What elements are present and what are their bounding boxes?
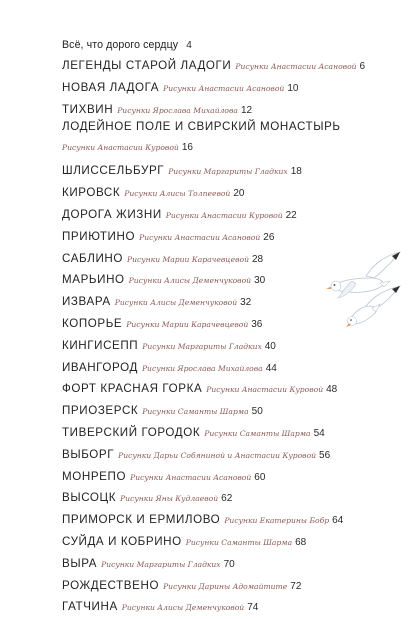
toc-title: ПРИЮТИНО (62, 229, 136, 243)
toc-page-number: 22 (285, 209, 297, 221)
toc-title: ПРИОЗЕРСК (62, 404, 139, 418)
toc-entry[interactable] (62, 551, 402, 573)
toc-title: НОВАЯ ЛАДОГА (62, 80, 160, 94)
toc-title: РОЖДЕСТВЕНО (62, 578, 160, 592)
toc-credit: Рисунки Анастасии Асановой (235, 62, 357, 71)
toc-page-number: 40 (264, 340, 276, 352)
toc-entry[interactable] (62, 398, 402, 420)
toc-page-number: 60 (254, 471, 266, 483)
toc-entry[interactable] (62, 158, 402, 180)
toc-entry[interactable] (62, 355, 402, 377)
toc-credit: Рисунки Саманты Шарма (185, 537, 293, 547)
toc-entry[interactable] (62, 420, 402, 442)
toc-credit: Рисунки Марии Карачевцевой (126, 319, 249, 329)
toc-credit: Рисунки Алисы Деменчуковой (121, 603, 245, 613)
toc-entry[interactable] (62, 376, 402, 398)
toc-page-number: 56 (319, 449, 331, 461)
toc-title: СУЙДА И КОБРИНО (62, 534, 182, 548)
toc-credit: Рисунки Анастасии Куровой (62, 143, 179, 153)
toc-credit: Рисунки Саманты Шарма (204, 428, 311, 438)
toc-title: КИРОВСК (62, 186, 121, 200)
toc-entry[interactable] (62, 333, 402, 355)
toc-entry[interactable] (62, 224, 402, 246)
toc-credit: Рисунки Анастасии Асановой (163, 83, 285, 93)
toc-credit: Рисунки Ярослава Михайлова (141, 363, 263, 373)
toc-entry[interactable] (62, 33, 402, 53)
toc-title: ШЛИССЕЛЬБУРГ (62, 164, 165, 178)
toc-page-number: 18 (290, 166, 302, 178)
toc-title: ПРИМОРСК И ЕРМИЛОВО (62, 513, 221, 527)
toc-title: ФОРТ КРАСНАЯ ГОРКА (62, 382, 203, 396)
toc-credit: Рисунки Марии Карачевцевой (127, 254, 249, 264)
toc-title: КОПОРЬЕ (62, 316, 123, 330)
toc-page-number: 64 (332, 515, 344, 527)
toc-page-number: 10 (287, 82, 299, 94)
toc-page-number: 72 (290, 580, 302, 592)
toc-entry[interactable] (62, 573, 402, 595)
toc-entry[interactable] (62, 118, 402, 158)
toc-entry[interactable] (62, 464, 402, 486)
toc-page-number: 12 (240, 104, 253, 116)
toc-credit: Рисунки Маргариты Гладких (101, 559, 221, 569)
toc-credit: Рисунки Анастасии Куровой (206, 385, 324, 395)
toc-title: МАРЬИНО (62, 273, 125, 287)
toc-credit: Рисунки Маргариты Гладких (168, 167, 288, 177)
toc-entry[interactable] (62, 442, 402, 464)
toc-entry[interactable] (62, 485, 402, 507)
toc-credit: Рисунки Екатерины Бобр (224, 516, 330, 526)
toc-title: ИЗВАРА (62, 295, 111, 309)
toc-credit: Рисунки Анастасии Асановой (139, 232, 261, 242)
toc-entry[interactable] (62, 180, 402, 202)
toc-title: ГАТЧИНА (62, 600, 118, 614)
toc-page-number: 62 (221, 493, 233, 505)
toc-page-number: 70 (223, 558, 235, 570)
toc-entry[interactable] (62, 507, 402, 529)
toc-page-number: 48 (326, 384, 338, 396)
toc-page-number: 30 (254, 275, 266, 287)
toc-page-number: 28 (251, 253, 264, 265)
toc-credit: Рисунки Саманты Шарма (142, 407, 249, 417)
toc-entry[interactable] (62, 75, 402, 97)
toc-title: САБЛИНО (62, 251, 123, 265)
toc-page-number: 4 (186, 40, 192, 51)
toc-entry[interactable] (62, 53, 402, 75)
toc-page-number: 50 (251, 406, 263, 418)
toc-title: Всё, что дорого сердцу (62, 39, 179, 51)
toc-page-number: 68 (295, 536, 307, 548)
toc-credit: Рисунки Дарины Адомайтите (163, 581, 288, 591)
toc-page-number: 44 (265, 362, 277, 374)
toc-page-number: 54 (313, 427, 325, 439)
toc-entry[interactable] (62, 97, 402, 119)
toc-credit: Рисунки Алисы Толпеевой (124, 189, 231, 199)
toc-page-number: 74 (247, 602, 259, 614)
toc-title: ВЫБОРГ (62, 447, 115, 461)
toc-credit: Рисунки Маргариты Гладких (142, 341, 262, 351)
toc-credit: Рисунки Анастасии Асановой (130, 472, 252, 482)
toc-title: ТИХВИН (62, 102, 114, 116)
toc-credit: Рисунки Алисы Деменчуковой (128, 276, 252, 286)
toc-credit: Рисунки Ярослава Михайлова (117, 105, 238, 115)
toc-page-number: 32 (240, 297, 252, 309)
seagull-icon (340, 284, 404, 328)
toc-page-number: 6 (359, 61, 366, 72)
toc-entry[interactable] (62, 594, 402, 616)
toc-credit: Рисунки Анастасии Куровой (165, 210, 283, 220)
toc-title: ТИВЕРСКИЙ ГОРОДОК (62, 425, 201, 439)
toc-title: ЛЕГЕНДЫ СТАРОЙ ЛАДОГИ (62, 59, 232, 72)
toc-credit: Рисунки Алисы Деменчуковой (114, 298, 238, 308)
toc-title: ВЫРА (62, 556, 98, 570)
toc-page-number: 20 (233, 188, 245, 200)
toc-title: КИНГИСЕПП (62, 338, 139, 352)
toc-page-number: 16 (181, 142, 193, 154)
toc-credit: Рисунки Дарьи Собяниной и Анастасии Куровой (118, 450, 317, 460)
toc-page-number: 36 (251, 318, 263, 330)
toc-title: МОНРЕПО (62, 469, 127, 483)
toc-credit: Рисунки Яны Кудлаевой (120, 494, 219, 504)
toc-page-number: 26 (263, 231, 275, 243)
toc-title: ЛОДЕЙНОЕ ПОЛЕ И СВИРСКИЙ МОНАСТЫРЬ (62, 120, 341, 134)
toc-entry[interactable] (62, 529, 402, 551)
toc-title: ДОРОГА ЖИЗНИ (62, 207, 162, 221)
toc-entry[interactable] (62, 202, 402, 224)
toc-title: ВЫСОЦК (62, 491, 117, 505)
toc-title: ИВАНГОРОД (62, 360, 138, 374)
